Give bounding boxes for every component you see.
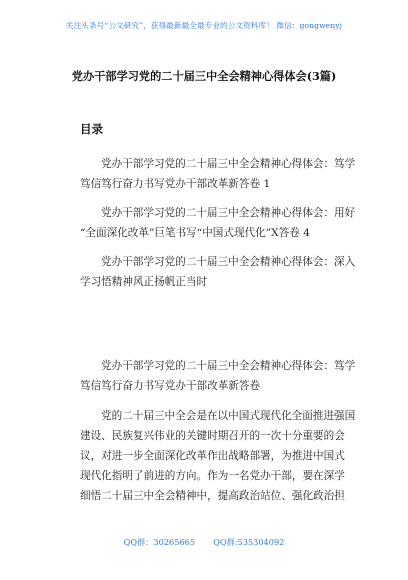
body-line-3: 议，对进一步全面深化改革作出战略部署，为推进中国式 [80, 450, 345, 462]
toc-entry-3-line-1: 党办干部学习党的二十届三中全会精神心得体会：深入 [101, 256, 356, 268]
body-line-1: 党的二十届三中全会是在以中国式现代化全面推进强国 [101, 410, 356, 422]
toc-entry-1[interactable] [80, 154, 356, 194]
article-heading [80, 356, 356, 396]
toc-entry-2[interactable] [80, 203, 356, 243]
toc-entry-3-line-2: 学习悟精神风正扬帆正当时 [80, 276, 208, 288]
article-body [80, 406, 356, 506]
document-title: 党办干部学习党的二十届三中全会精神心得体会(3篇) [71, 69, 337, 83]
footer-qq-group-2: QQ群:535304092 [213, 537, 285, 547]
toc-entry-3[interactable] [80, 252, 356, 292]
article-heading-line-2: 笃信笃行奋力书写党办干部改革新答卷 [80, 380, 261, 392]
toc-entry-2-line-2: “全面深化改革”巨笔书写“中国式现代化”X答卷 4 [80, 227, 310, 239]
body-line-2: 建设、民族复兴伟业的关键时期召开的一次十分重要的会 [80, 430, 345, 442]
footer-qq-group-1: QQ群：30265665 [123, 537, 196, 547]
body-line-5: 细悟二十届三中全会精神中，提高政治站位、强化政治担 [80, 490, 345, 502]
footer [0, 537, 408, 548]
toc-entry-1-line-2: 笃信笃行奋力书写党办干部改革新答卷 1 [80, 178, 271, 190]
top-banner: 关注头条号“公文研究”，获得最新最全最专业的公文资料库！ 微信：gongwenyj [65, 21, 343, 30]
toc-entry-2-line-1: 党办干部学习党的二十届三中全会精神心得体会：用好 [101, 207, 356, 219]
body-line-4: 现代化指明了前进的方向。作为一名党办干部，要在深学 [80, 470, 345, 482]
toc-entry-1-line-1: 党办干部学习党的二十届三中全会精神心得体会：笃学 [101, 158, 356, 170]
article-heading-line-1: 党办干部学习党的二十届三中全会精神心得体会：笃学 [101, 360, 356, 372]
toc-heading: 目录 [80, 122, 103, 136]
